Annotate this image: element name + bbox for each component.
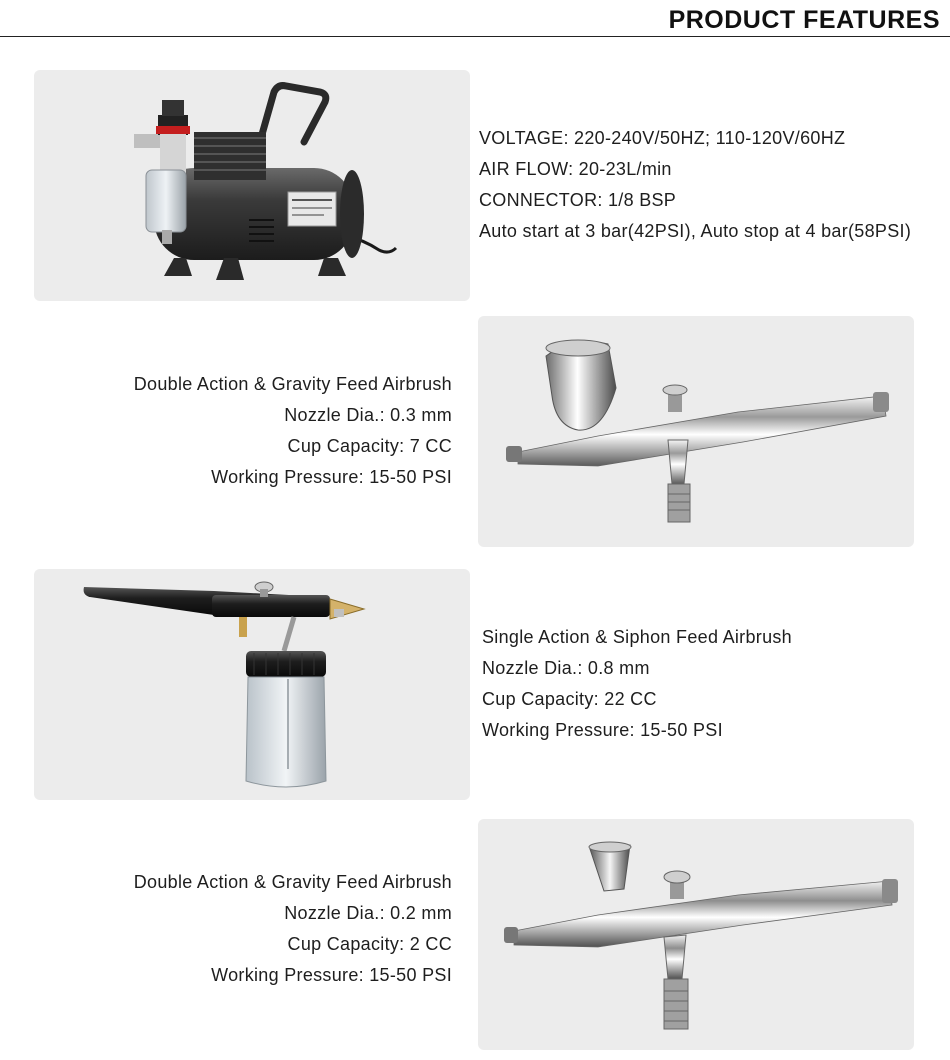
gravity-airbrush-small-cup-icon [478, 819, 914, 1050]
spec-auto-start-stop: Auto start at 3 bar(42PSI), Auto stop at 4 bar(58PSI) [479, 221, 912, 241]
spec-cup-capacity: Cup Capacity: 2 CC [287, 934, 452, 954]
compressor-image-panel [34, 70, 470, 301]
header-divider [0, 36, 950, 37]
siphon-airbrush-icon [34, 569, 470, 800]
spec-working-pressure: Working Pressure: 15-50 PSI [211, 965, 452, 985]
compressor-specs [479, 123, 911, 247]
airbrush-02-image-panel [478, 819, 914, 1050]
spec-nozzle: Nozzle Dia.: 0.8 mm [482, 658, 650, 678]
spec-cup-capacity: Cup Capacity: 7 CC [287, 436, 452, 456]
spec-working-pressure: Working Pressure: 15-50 PSI [482, 720, 723, 740]
spec-nozzle: Nozzle Dia.: 0.3 mm [284, 405, 452, 425]
airbrush-03-specs [134, 369, 452, 493]
spec-voltage: VOLTAGE: 220-240V/50HZ; 110-120V/60HZ [479, 128, 846, 148]
spec-type: Double Action & Gravity Feed Airbrush [133, 872, 452, 892]
air-compressor-icon [34, 70, 470, 301]
airbrush-08-image-panel [34, 569, 470, 800]
airbrush-03-image-panel [478, 316, 914, 547]
spec-type: Single Action & Siphon Feed Airbrush [482, 627, 792, 647]
spec-type: Double Action & Gravity Feed Airbrush [133, 374, 452, 394]
spec-cup-capacity: Cup Capacity: 22 CC [482, 689, 657, 709]
page-title: PRODUCT FEATURES [668, 6, 940, 34]
gravity-airbrush-icon [478, 316, 914, 547]
spec-nozzle: Nozzle Dia.: 0.2 mm [284, 903, 452, 923]
spec-connector: CONNECTOR: 1/8 BSP [479, 190, 677, 210]
airbrush-08-specs [482, 622, 792, 746]
spec-air-flow: AIR FLOW: 20-23L/min [479, 159, 672, 179]
airbrush-02-specs [134, 867, 452, 991]
spec-working-pressure: Working Pressure: 15-50 PSI [211, 467, 452, 487]
